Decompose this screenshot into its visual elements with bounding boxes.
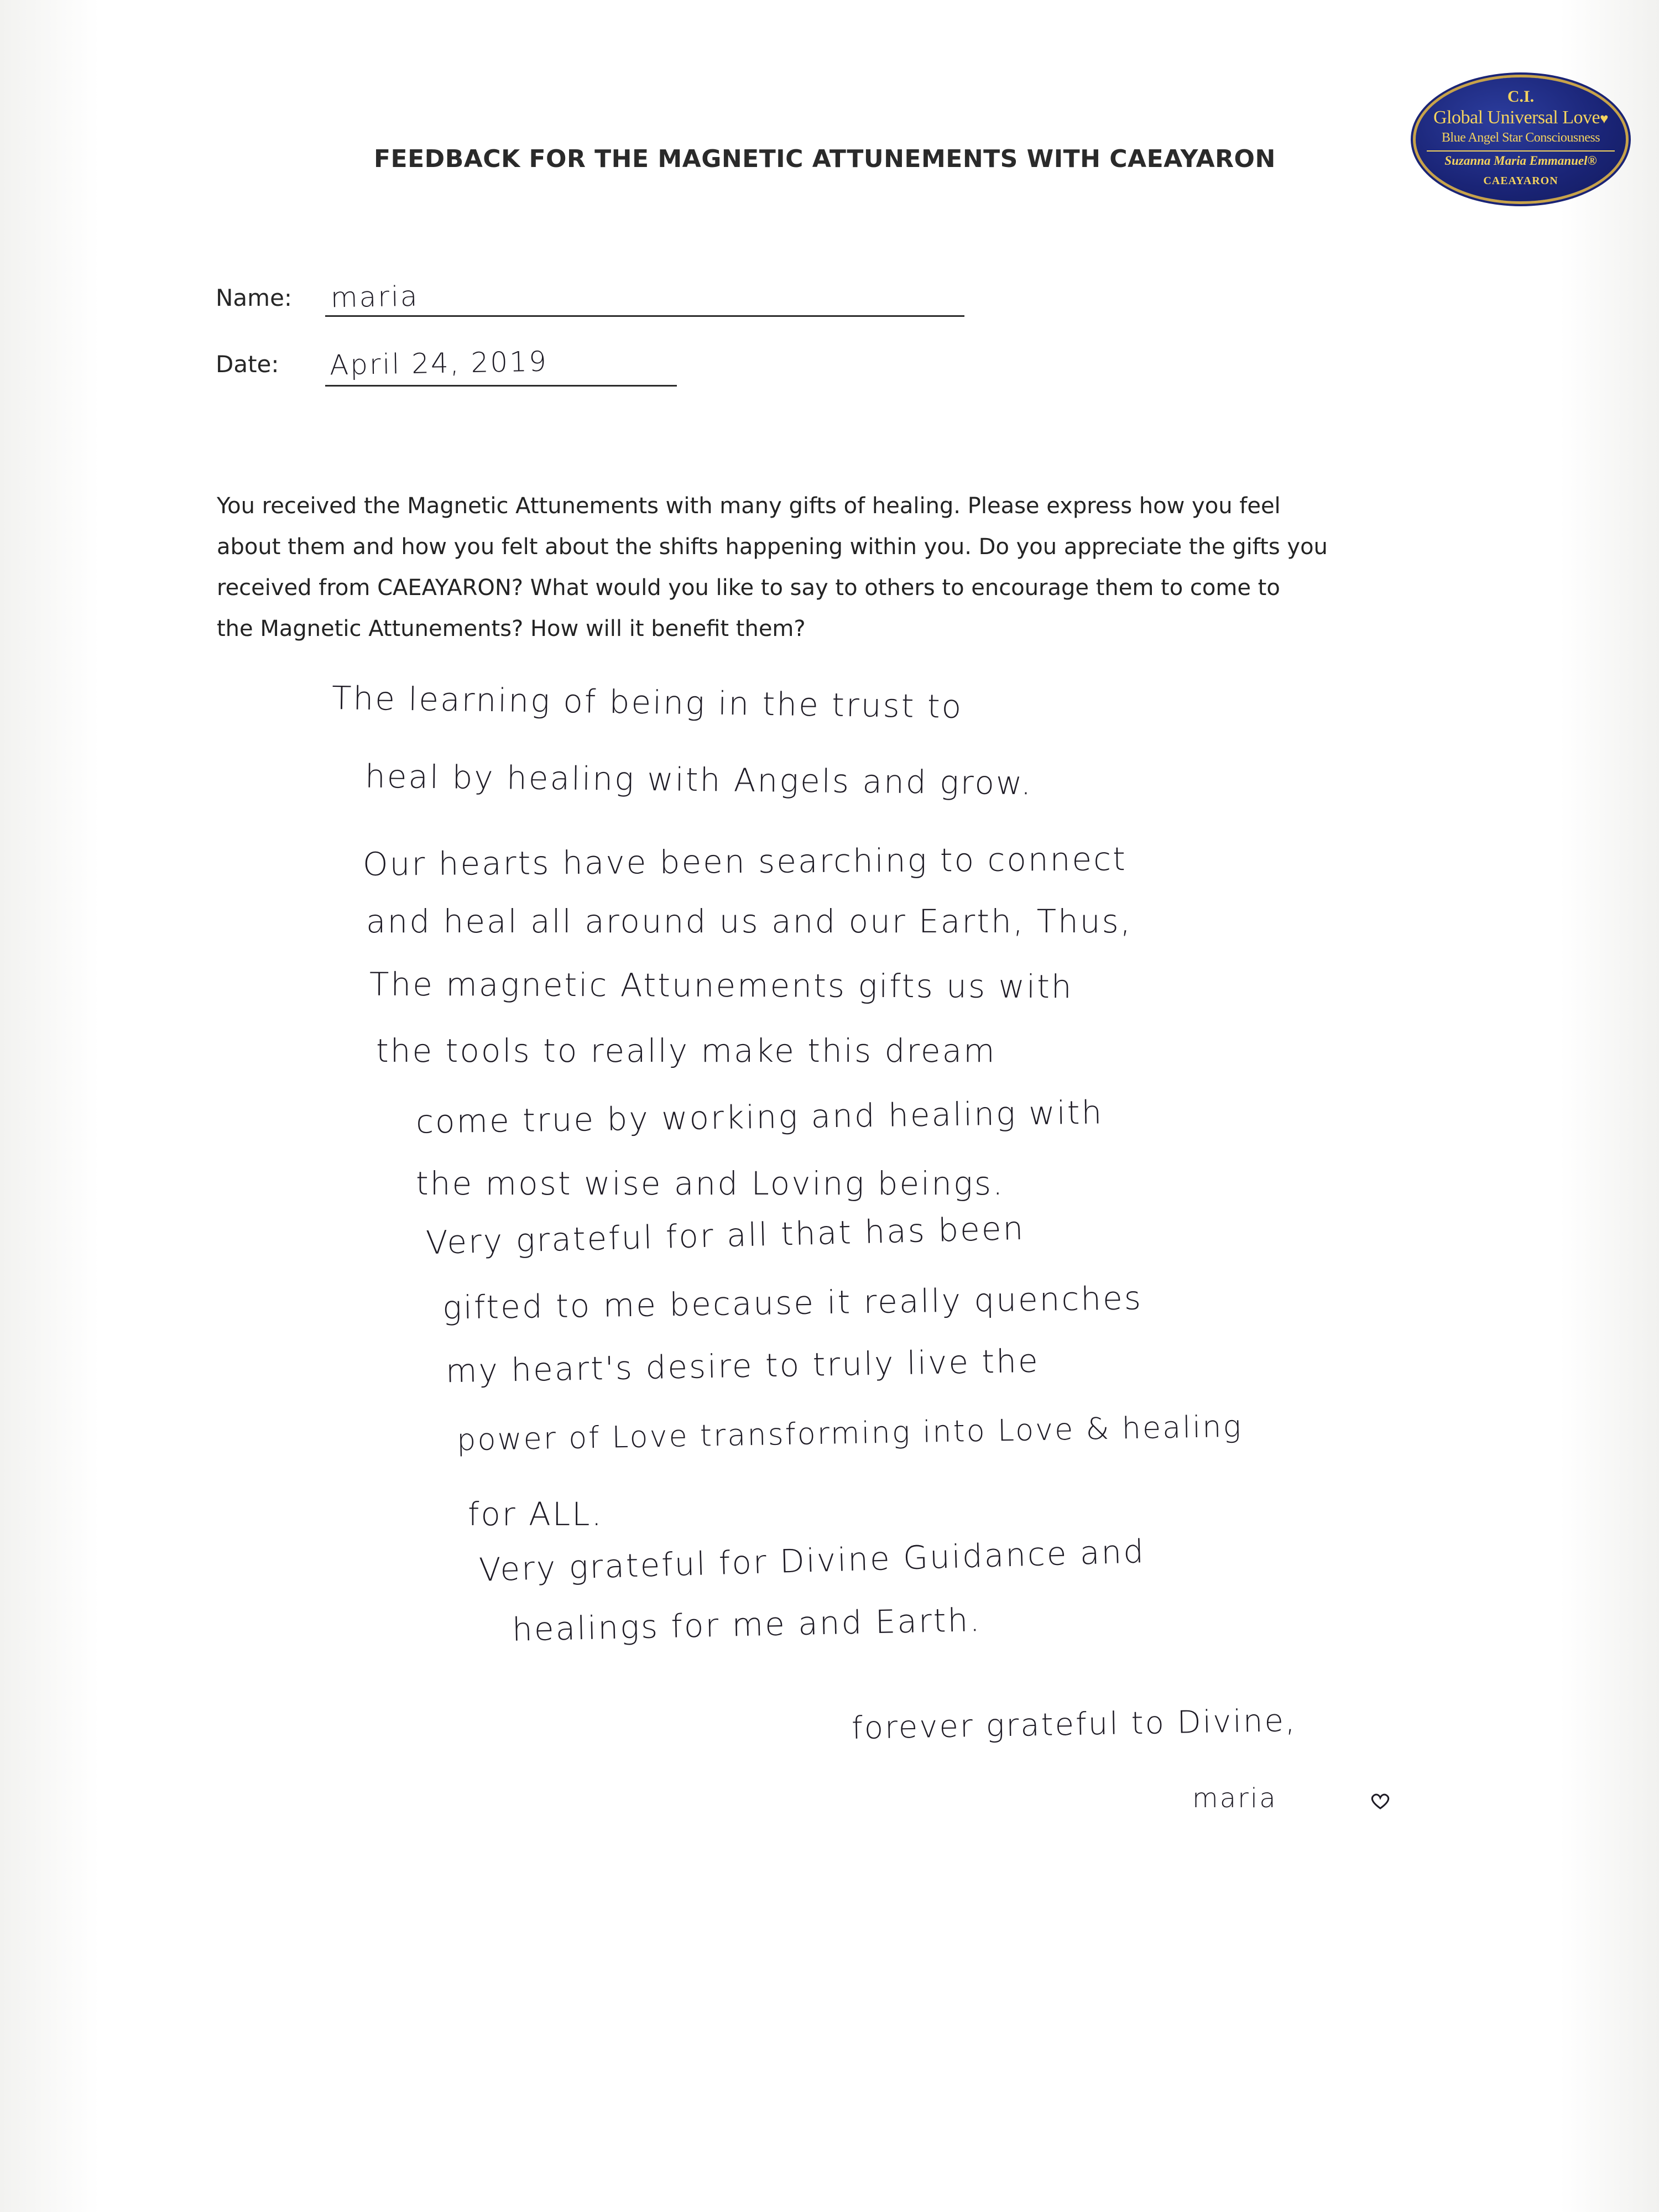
name-value: maria [330, 280, 419, 314]
date-label: Date: [216, 351, 279, 378]
name-underline [325, 315, 964, 317]
response-line: Very grateful for all that has been [425, 1209, 1025, 1262]
logo-line-2: Global Universal Love♥ [1433, 107, 1608, 128]
prompt-line: You received the Magnetic Attunements with many gifts of healing. Please express how you feel [217, 493, 1281, 519]
response-line: healings for me and Earth. [512, 1601, 982, 1648]
global-universal-love-logo [1416, 77, 1626, 201]
closing-line: forever grateful to Divine, [851, 1702, 1297, 1747]
name-label: Name: [216, 284, 293, 311]
prompt-text [217, 486, 1450, 649]
response-line: the most wise and Loving beings. [416, 1165, 1005, 1202]
signature: maria [1192, 1783, 1277, 1814]
logo-line-4: Suzanna Maria Emmanuel® [1427, 150, 1615, 168]
response-line: Very grateful for Divine Guidance and [478, 1532, 1146, 1589]
response-line: power of Love transforming into Love & healing [456, 1408, 1243, 1458]
response-line: for ALL. [468, 1495, 603, 1533]
response-line: heal by healing with Angels and grow. [364, 757, 1033, 802]
heart-doodle-icon [1369, 1792, 1391, 1811]
date-underline [325, 385, 677, 387]
prompt-line: about them and how you felt about the shifts happening within you. Do you appreciate the gifts you [217, 534, 1328, 560]
document-title: FEEDBACK FOR THE MAGNETIC ATTUNEMENTS WITH CAEAYARON [374, 145, 1276, 173]
heart-icon: ♥ [1600, 111, 1608, 127]
response-line: Our hearts have been searching to connect [362, 840, 1127, 883]
prompt-line: the Magnetic Attunements? How will it benefit them? [217, 616, 806, 641]
response-line: come true by working and healing with [415, 1093, 1104, 1141]
logo-line-5: CAEAYARON [1483, 175, 1558, 187]
prompt-line: received from CAEAYARON? What would you like to say to others to encourage them to come to [217, 575, 1280, 601]
response-line: and heal all around us and our Earth, Thus, [366, 902, 1133, 940]
response-line: The magnetic Attunements gifts us with [369, 965, 1073, 1006]
logo-line-1: C.I. [1507, 87, 1535, 106]
response-line: my heart's desire to truly live the [445, 1342, 1040, 1390]
date-value: April 24, 2019 [329, 345, 549, 382]
response-line: the tools to really make this dream [376, 1032, 997, 1070]
response-line: gifted to me because it really quenches [442, 1279, 1143, 1327]
response-line: The learning of being in the trust to [331, 679, 963, 726]
logo-line-3: Blue Angel Star Consciousness [1441, 131, 1600, 145]
